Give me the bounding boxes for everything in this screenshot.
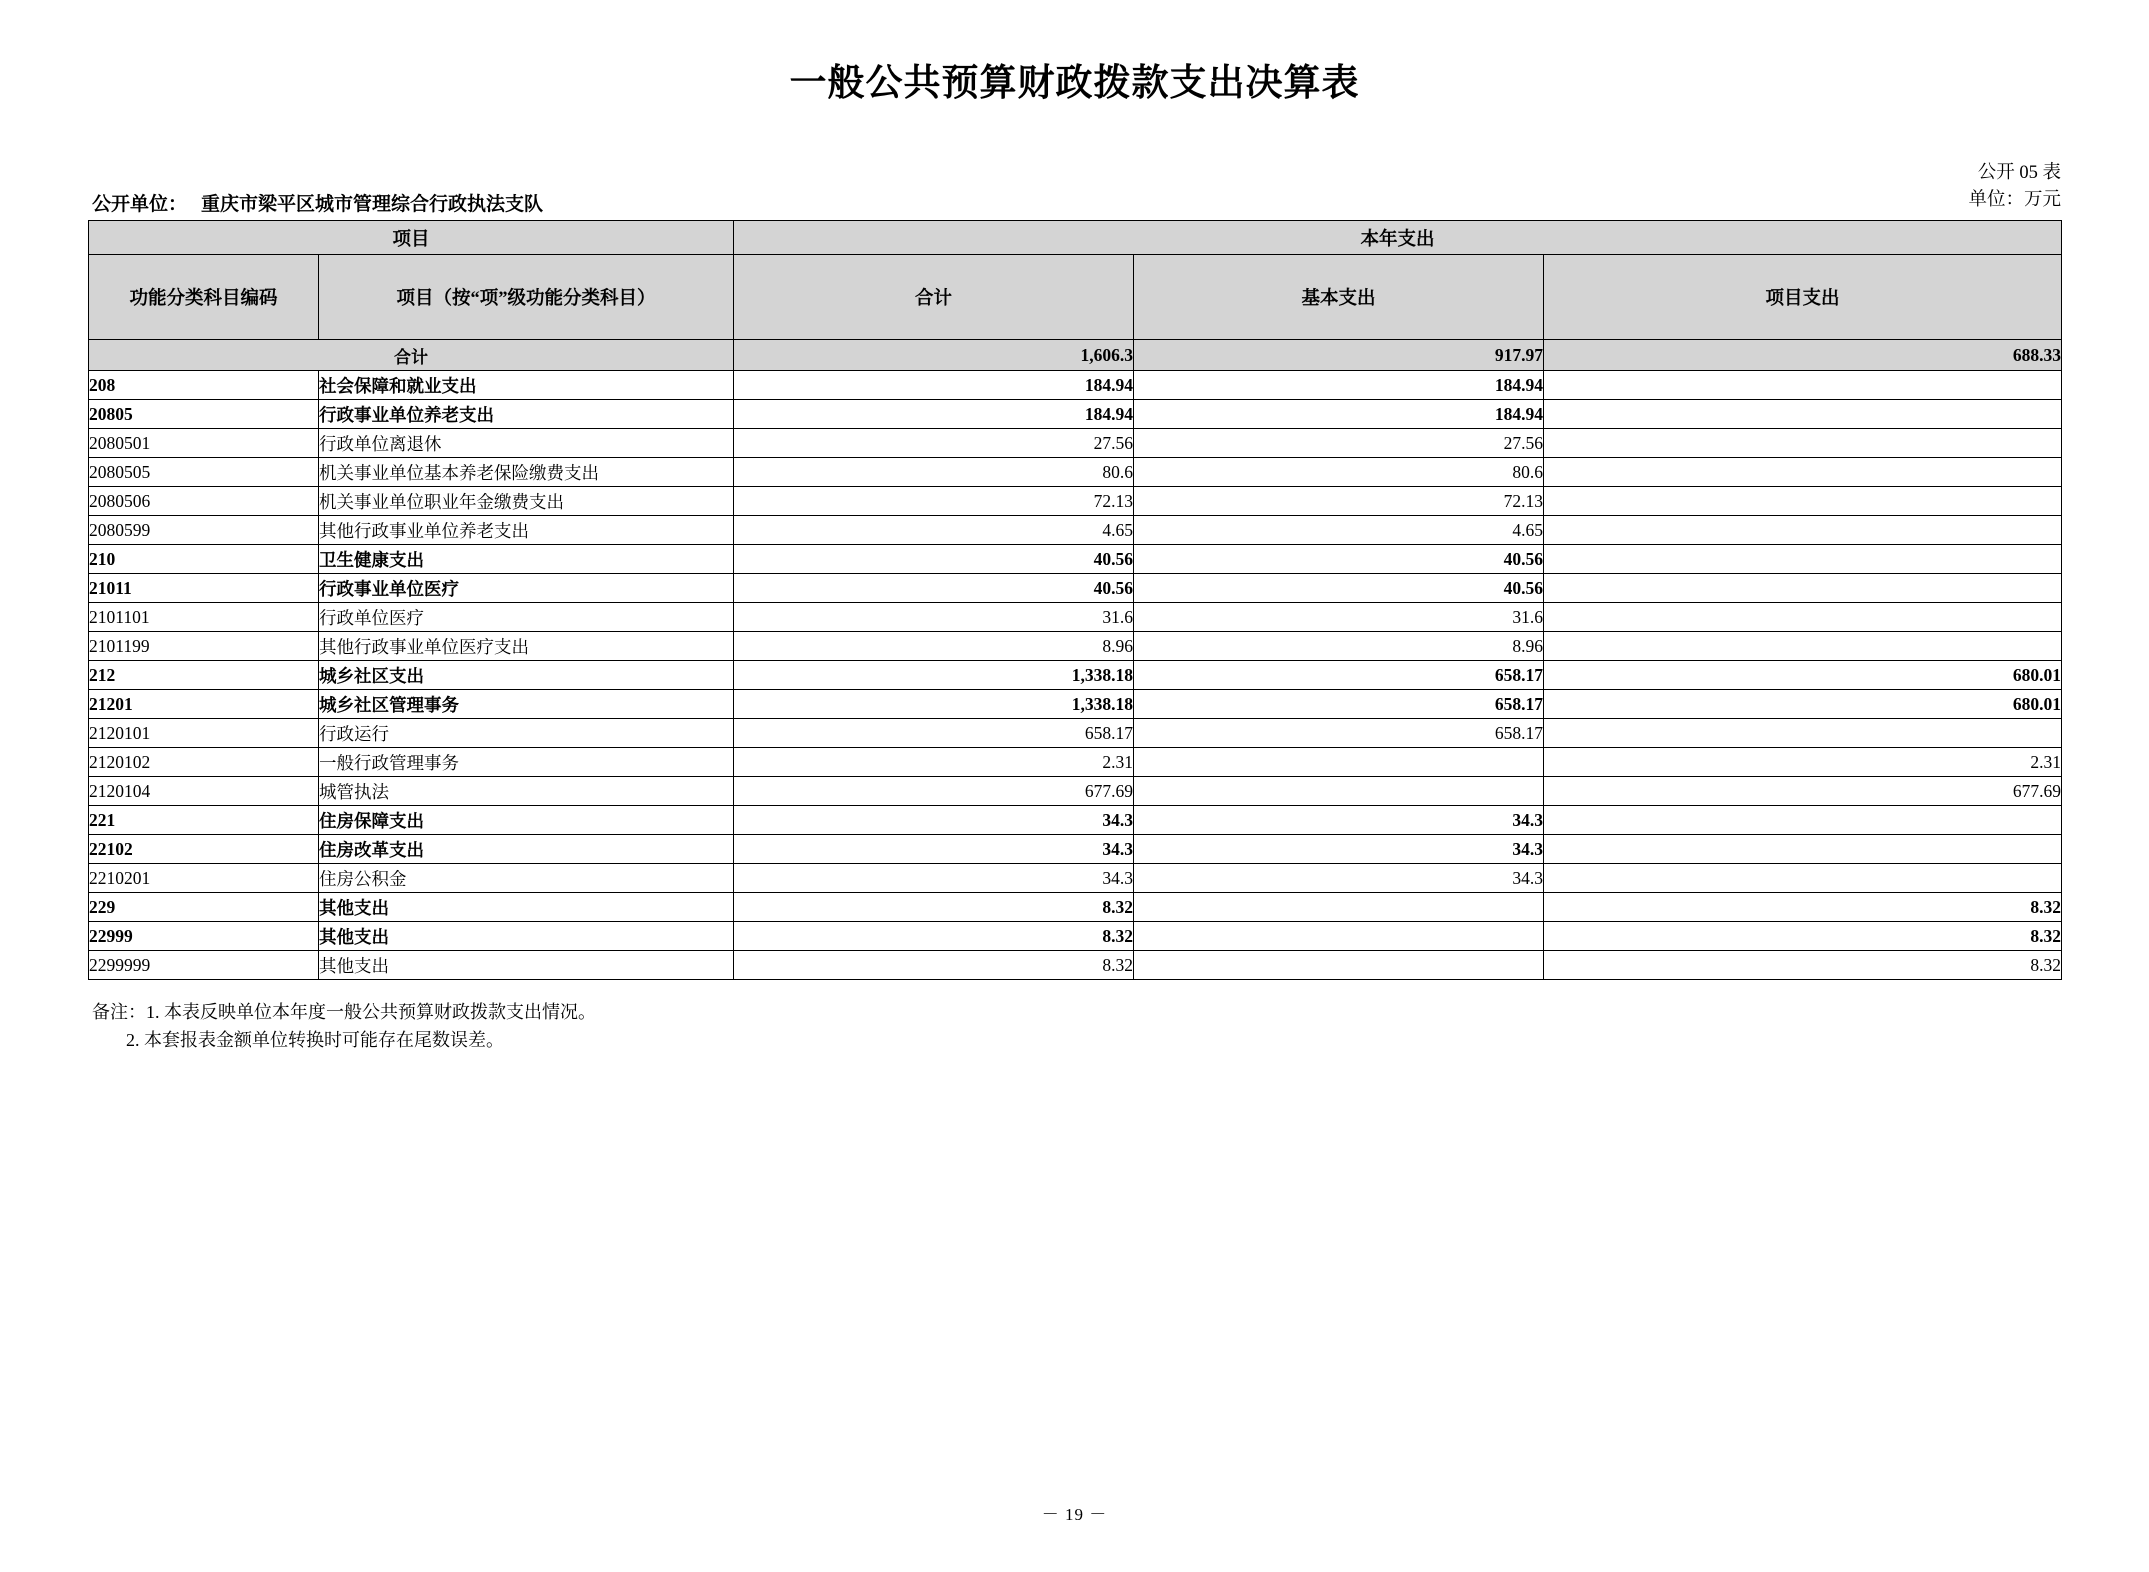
row-project: [1544, 574, 2062, 603]
row-name: 城管执法: [319, 777, 734, 806]
row-code: 221: [89, 806, 319, 835]
row-code: 212: [89, 661, 319, 690]
row-total: 80.6: [734, 458, 1134, 487]
total-basic: 917.97: [1134, 340, 1544, 371]
row-total: 184.94: [734, 400, 1134, 429]
table-row: [89, 661, 2062, 690]
row-basic: 34.3: [1134, 806, 1544, 835]
table-row: [89, 777, 2062, 806]
row-project: 8.32: [1544, 951, 2062, 980]
row-name: 住房改革支出: [319, 835, 734, 864]
row-basic: 658.17: [1134, 661, 1544, 690]
header-col-project: 项目支出: [1544, 255, 2062, 340]
row-name: 机关事业单位基本养老保险缴费支出: [319, 458, 734, 487]
note-line-2: 2. 本套报表金额单位转换时可能存在尾数误差。: [126, 1030, 504, 1050]
row-code: 20805: [89, 400, 319, 429]
form-code: 公开 05 表: [1977, 163, 2061, 183]
row-code: 2101199: [89, 632, 319, 661]
row-basic: 80.6: [1134, 458, 1544, 487]
row-project: 8.32: [1544, 893, 2062, 922]
row-project: [1544, 632, 2062, 661]
table-row: [89, 748, 2062, 777]
page-title: 一般公共预算财政拨款支出决算表: [789, 63, 1360, 104]
row-name: 一般行政管理事务: [319, 748, 734, 777]
row-project: [1544, 400, 2062, 429]
row-code: 2080599: [89, 516, 319, 545]
row-name: 其他支出: [319, 922, 734, 951]
row-project: [1544, 864, 2062, 893]
table-row: [89, 429, 2062, 458]
row-basic: 184.94: [1134, 400, 1544, 429]
table-row: [89, 806, 2062, 835]
row-code: 2080501: [89, 429, 319, 458]
row-project: [1544, 806, 2062, 835]
row-code: 2210201: [89, 864, 319, 893]
row-name: 其他支出: [319, 951, 734, 980]
row-total: 2.31: [734, 748, 1134, 777]
note-line-1: 备注：1. 本表反映单位本年度一般公共预算财政拨款支出情况。: [92, 1002, 596, 1022]
row-total: 31.6: [734, 603, 1134, 632]
row-code: 229: [89, 893, 319, 922]
row-basic: [1134, 893, 1544, 922]
row-project: 680.01: [1544, 661, 2062, 690]
row-basic: 40.56: [1134, 574, 1544, 603]
header-col-basic: 基本支出: [1134, 255, 1544, 340]
table-row: [89, 835, 2062, 864]
row-project: [1544, 371, 2062, 400]
table-row: [89, 516, 2062, 545]
row-total: 8.32: [734, 951, 1134, 980]
row-project: 2.31: [1544, 748, 2062, 777]
row-total: 1,338.18: [734, 661, 1134, 690]
row-basic: 4.65: [1134, 516, 1544, 545]
row-project: 8.32: [1544, 922, 2062, 951]
table-row: [89, 719, 2062, 748]
row-name: 机关事业单位职业年金缴费支出: [319, 487, 734, 516]
row-basic: 658.17: [1134, 690, 1544, 719]
total-amount: 1,606.3: [734, 340, 1134, 371]
row-total: 8.32: [734, 922, 1134, 951]
table-row-total: [89, 340, 2062, 371]
row-name: 其他行政事业单位养老支出: [319, 516, 734, 545]
row-total: 4.65: [734, 516, 1134, 545]
row-basic: 34.3: [1134, 835, 1544, 864]
row-total: 1,338.18: [734, 690, 1134, 719]
row-name: 行政事业单位医疗: [319, 574, 734, 603]
row-code: 21201: [89, 690, 319, 719]
row-name: 住房公积金: [319, 864, 734, 893]
unit-measure: 单位：万元: [1968, 190, 2061, 210]
row-code: 2080506: [89, 487, 319, 516]
row-basic: 31.6: [1134, 603, 1544, 632]
row-basic: 40.56: [1134, 545, 1544, 574]
row-basic: 34.3: [1134, 864, 1544, 893]
header-group-year-expense: 本年支出: [734, 221, 2062, 255]
row-project: 677.69: [1544, 777, 2062, 806]
table-row: [89, 574, 2062, 603]
row-project: [1544, 487, 2062, 516]
header-group-item: 项目: [89, 221, 734, 255]
row-project: [1544, 545, 2062, 574]
row-project: [1544, 516, 2062, 545]
row-total: 40.56: [734, 574, 1134, 603]
table-header: [89, 221, 2062, 340]
row-basic: [1134, 777, 1544, 806]
row-code: 22102: [89, 835, 319, 864]
table-row: [89, 545, 2062, 574]
row-total: 8.32: [734, 893, 1134, 922]
budget-expenditure-table: [88, 220, 2062, 980]
row-name: 行政事业单位养老支出: [319, 400, 734, 429]
row-total: 658.17: [734, 719, 1134, 748]
row-code: 2299999: [89, 951, 319, 980]
row-basic: [1134, 951, 1544, 980]
row-code: 2101101: [89, 603, 319, 632]
table-row: [89, 458, 2062, 487]
row-total: 34.3: [734, 835, 1134, 864]
row-project: [1544, 835, 2062, 864]
header-col-name: 项目（按“项”级功能分类科目）: [319, 255, 734, 340]
header-col-total: 合计: [734, 255, 1134, 340]
row-code: 2120102: [89, 748, 319, 777]
row-name: 其他支出: [319, 893, 734, 922]
document-page: [0, 52, 2149, 1572]
table-row: [89, 951, 2062, 980]
table-row: [89, 632, 2062, 661]
row-name: 行政单位医疗: [319, 603, 734, 632]
table-row: [89, 603, 2062, 632]
page-number: － 19 －: [1041, 1505, 1108, 1524]
row-code: 2120101: [89, 719, 319, 748]
row-total: 72.13: [734, 487, 1134, 516]
row-basic: [1134, 922, 1544, 951]
total-project: 688.33: [1544, 340, 2062, 371]
form-meta: [1968, 160, 2061, 214]
row-project: 680.01: [1544, 690, 2062, 719]
row-project: [1544, 719, 2062, 748]
row-code: 21011: [89, 574, 319, 603]
disclosure-unit-label: 公开单位：: [92, 194, 188, 215]
row-total: 34.3: [734, 864, 1134, 893]
row-name: 城乡社区管理事务: [319, 690, 734, 719]
row-code: 208: [89, 371, 319, 400]
row-basic: [1134, 748, 1544, 777]
row-code: 22999: [89, 922, 319, 951]
row-code: 210: [89, 545, 319, 574]
row-basic: 8.96: [1134, 632, 1544, 661]
total-label: 合计: [89, 340, 734, 371]
row-project: [1544, 429, 2062, 458]
row-total: 677.69: [734, 777, 1134, 806]
row-project: [1544, 603, 2062, 632]
row-basic: 184.94: [1134, 371, 1544, 400]
table-row: [89, 487, 2062, 516]
row-basic: 72.13: [1134, 487, 1544, 516]
row-name: 行政单位离退休: [319, 429, 734, 458]
table-row: [89, 864, 2062, 893]
table-row: [89, 922, 2062, 951]
table-body: [89, 340, 2062, 980]
table-row: [89, 690, 2062, 719]
row-name: 卫生健康支出: [319, 545, 734, 574]
row-code: 2080505: [89, 458, 319, 487]
row-total: 27.56: [734, 429, 1134, 458]
row-name: 住房保障支出: [319, 806, 734, 835]
row-total: 40.56: [734, 545, 1134, 574]
row-project: [1544, 458, 2062, 487]
table-row: [89, 371, 2062, 400]
row-name: 社会保障和就业支出: [319, 371, 734, 400]
disclosure-unit: [92, 189, 543, 216]
row-name: 其他行政事业单位医疗支出: [319, 632, 734, 661]
row-total: 184.94: [734, 371, 1134, 400]
header-col-code: 功能分类科目编码: [89, 255, 319, 340]
row-basic: 27.56: [1134, 429, 1544, 458]
row-name: 城乡社区支出: [319, 661, 734, 690]
row-total: 34.3: [734, 806, 1134, 835]
disclosure-unit-name: 重庆市梁平区城市管理综合行政执法支队: [201, 194, 544, 215]
row-total: 8.96: [734, 632, 1134, 661]
table-row: [89, 400, 2062, 429]
row-name: 行政运行: [319, 719, 734, 748]
row-code: 2120104: [89, 777, 319, 806]
table-row: [89, 893, 2062, 922]
row-basic: 658.17: [1134, 719, 1544, 748]
